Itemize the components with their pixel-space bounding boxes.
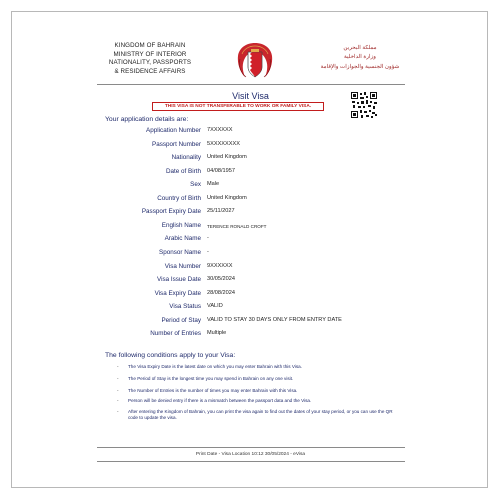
detail-value: 5XXXXXXXX: [207, 140, 240, 147]
detail-label: Arabic Name: [164, 235, 201, 243]
detail-label: Nationality: [171, 154, 201, 162]
warning-banner: THIS VISA IS NOT TRANSFERABLE TO WORK OR FAMILY VISA.: [152, 102, 324, 111]
condition-text: The Number of Entries is the number of times you may enter Bahrain with this Visa.: [128, 388, 298, 393]
detail-row: [0, 317, 501, 327]
detail-value: Male: [207, 181, 220, 188]
header-right-line: شؤون الجنسية والجوازات والإقامة: [320, 63, 400, 70]
detail-value: United Kingdom: [207, 154, 247, 161]
detail-label: Visa Number: [164, 262, 201, 270]
footer-divider-bottom: [97, 461, 405, 462]
detail-label: Passport Expiry Date: [141, 208, 201, 216]
detail-value: VALID: [207, 303, 223, 310]
detail-label: Country of Birth: [157, 194, 201, 202]
detail-label: Visa Status: [169, 303, 201, 311]
detail-label: Visa Expiry Date: [154, 289, 201, 297]
detail-value: -: [207, 235, 209, 242]
detail-row: [0, 181, 501, 191]
condition-item: [117, 376, 403, 382]
bahrain-emblem-icon: [236, 39, 274, 81]
detail-row: [0, 195, 501, 205]
condition-bullet: -: [117, 364, 119, 369]
detail-row: [0, 208, 501, 218]
detail-value: VALID TO STAY 30 DAYS ONLY FROM ENTRY DATE: [207, 316, 342, 323]
conditions-title: The following conditions apply to your Visa:: [105, 352, 236, 359]
condition-item: [117, 409, 403, 422]
condition-text: After entering the Kingdom of Bahrain, you can print the visa again to find out the dates of your stay period, or you can use the QR code to update the visa.: [128, 409, 393, 421]
detail-label: English Name: [161, 221, 201, 229]
detail-row: [0, 290, 501, 300]
header-divider: [97, 84, 405, 85]
detail-value: United Kingdom: [207, 194, 247, 201]
detail-label: Sex: [190, 181, 201, 189]
condition-text: Person will be denied entry if there is a mismatch between the passport data and the Visa.: [128, 398, 312, 403]
footer-print-info: Print Date - Visa Location 10:12 30/05/2024 - eVisa: [195, 452, 306, 457]
intro-text: Your application details are:: [105, 116, 189, 123]
detail-value: 04/08/1957: [207, 167, 235, 174]
header-left-line: MINISTRY OF INTERIOR: [113, 50, 187, 58]
detail-row: [0, 330, 501, 340]
detail-row: [0, 263, 501, 273]
detail-row: [0, 168, 501, 178]
detail-row: [0, 141, 501, 151]
condition-bullet: -: [117, 376, 119, 381]
detail-row: [0, 235, 501, 245]
qr-code-icon[interactable]: [351, 92, 377, 118]
condition-bullet: -: [117, 398, 119, 403]
condition-text: The Visa Expiry Date is the latest date on which you may enter Bahrain with this Visa.: [128, 364, 302, 369]
detail-row: [0, 303, 501, 313]
condition-item: [117, 398, 403, 404]
detail-label: Date of Birth: [166, 167, 201, 175]
header-left-line: & RESIDENCE AFFAIRS: [114, 67, 186, 75]
condition-item: [117, 364, 403, 370]
detail-label: Period of Stay: [161, 316, 201, 324]
detail-value: 28/08/2024: [207, 289, 235, 296]
detail-row: [0, 127, 501, 137]
condition-bullet: -: [117, 388, 119, 393]
condition-item: [117, 388, 403, 394]
detail-label: Sponsor Name: [159, 248, 201, 256]
detail-value: 25/11/2027: [207, 208, 235, 215]
detail-row: [0, 222, 501, 232]
detail-value: 9XXXXXX: [207, 262, 233, 269]
header-left-line: KINGDOM OF BAHRAIN: [114, 42, 186, 49]
header-left-line: NATIONALITY, PASSPORTS: [108, 59, 192, 67]
detail-value: TERENCE RONALD CROFT: [207, 223, 267, 229]
header-right-line: وزارة الداخلية: [344, 54, 376, 61]
detail-value: 7XXXXXX: [207, 127, 233, 133]
detail-value: 30/05/2024: [207, 276, 235, 283]
detail-label: Number of Entries: [150, 330, 201, 338]
detail-value: Multiple: [207, 330, 227, 337]
detail-row: [0, 276, 501, 286]
header-right-line: مملكة البحرين: [343, 45, 377, 51]
header-right: [316, 44, 404, 72]
condition-bullet: -: [117, 409, 119, 414]
detail-row: [0, 154, 501, 164]
detail-label: Passport Number: [152, 140, 201, 148]
footer-divider-top: [97, 447, 405, 448]
detail-value: -: [207, 248, 209, 255]
detail-label: Visa Issue Date: [157, 276, 201, 284]
condition-text: The Period of Stay is the longest time you may spend in Bahrain on any one visit.: [128, 376, 294, 381]
header-left: [96, 42, 204, 76]
detail-label: Application Number: [146, 127, 201, 134]
page-title: Visit Visa: [232, 91, 269, 101]
detail-row: [0, 249, 501, 259]
